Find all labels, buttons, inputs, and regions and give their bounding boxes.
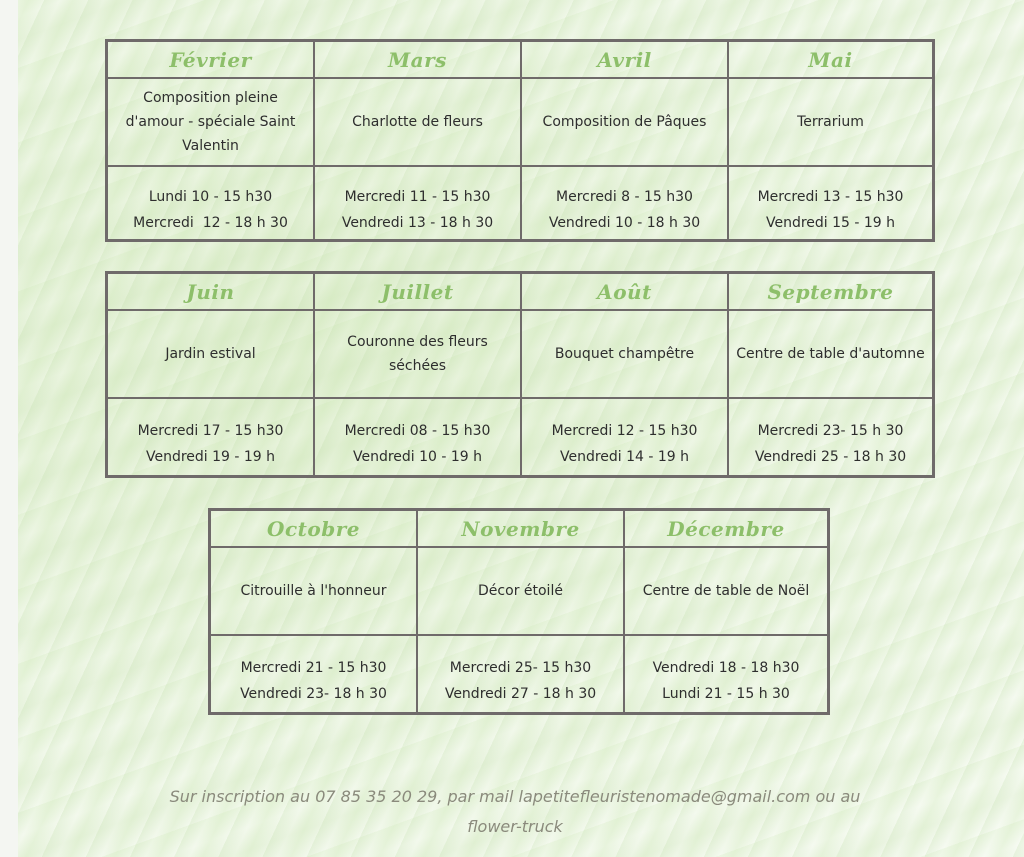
date-line: Mercredi 11 - 15 h30 [344,189,491,205]
activity-cell [314,310,521,398]
date-line: Lundi 10 - 15 h30 [148,189,273,205]
month-header: Septembre [728,273,933,310]
date-line: Mercredi 12 - 18 h 30 [133,215,288,231]
date-line: Vendredi 25 - 18 h 30 [754,449,907,465]
activity-label: Composition pleine d'amour - spéciale Saint Valentin [125,90,296,154]
activity-label: Charlotte de fleurs [352,114,483,130]
dates-cell [314,166,521,240]
footer-contact-line-2: flower-truck [467,817,563,836]
schedule-table-3 [208,508,830,715]
activity-label: Citrouille à l'honneur [240,583,387,599]
month-header: Février [107,41,314,78]
month-header: Août [521,273,728,310]
month-header: Mai [728,41,933,78]
date-line: Mercredi 08 - 15 h30 [344,423,491,439]
date-line: Mercredi 8 - 15 h30 [556,189,693,205]
schedule-table-1 [105,39,935,242]
date-line: Vendredi 18 - 18 h30 [652,660,800,676]
activity-cell [521,78,728,166]
activity-cell [521,310,728,398]
dates-cell [728,398,933,476]
date-line: Mercredi 12 - 15 h30 [551,423,698,439]
date-line: Mercredi 13 - 15 h30 [757,189,904,205]
footer-contact-line: Sur inscription au 07 85 35 20 29, par mail lapetitefleuristenomade@gmail.com ou au [169,787,861,806]
date-line: Lundi 21 - 15 h 30 [662,686,790,702]
activity-label: Centre de table de Noël [642,583,810,599]
date-line: Vendredi 19 - 19 h [145,449,276,465]
dates-cell [624,635,828,713]
date-line: Mercredi 17 - 15 h30 [137,423,284,439]
month-header: Avril [521,41,728,78]
activity-label: Terrarium [797,114,864,130]
activity-cell [210,547,417,635]
activity-label: Centre de table d'automne [736,346,925,362]
activity-label: Couronne des fleurs séchées [347,334,488,374]
dates-cell [728,166,933,240]
activity-label: Décor étoilé [478,583,563,599]
month-header: Juin [107,273,314,310]
activity-cell [624,547,828,635]
date-line: Vendredi 14 - 19 h [559,449,690,465]
date-line: Mercredi 23- 15 h 30 [757,423,904,439]
month-header: Décembre [624,510,828,547]
date-line: Vendredi 27 - 18 h 30 [444,686,597,702]
activity-cell [314,78,521,166]
activity-cell [417,547,624,635]
dates-cell [417,635,624,713]
date-line: Vendredi 10 - 18 h 30 [548,215,701,231]
schedule-table-2 [105,271,935,478]
dates-cell [107,166,314,240]
activity-label: Jardin estival [165,346,256,362]
month-header: Mars [314,41,521,78]
date-line: Vendredi 10 - 19 h [352,449,483,465]
page-edge [0,0,18,857]
activity-cell [728,310,933,398]
activity-label: Composition de Pâques [542,114,707,130]
date-line: Vendredi 15 - 19 h [765,215,896,231]
month-header: Juillet [314,273,521,310]
dates-cell [521,398,728,476]
month-header: Octobre [210,510,417,547]
activity-label: Bouquet champêtre [554,346,695,362]
dates-cell [521,166,728,240]
dates-cell [107,398,314,476]
activity-cell [107,310,314,398]
dates-cell [314,398,521,476]
activity-cell [728,78,933,166]
date-line: Vendredi 13 - 18 h 30 [341,215,494,231]
date-line: Mercredi 25- 15 h30 [449,660,592,676]
activity-cell [107,78,314,166]
date-line: Mercredi 21 - 15 h30 [240,660,387,676]
dates-cell [210,635,417,713]
month-header: Novembre [417,510,624,547]
date-line: Vendredi 23- 18 h 30 [240,686,387,702]
